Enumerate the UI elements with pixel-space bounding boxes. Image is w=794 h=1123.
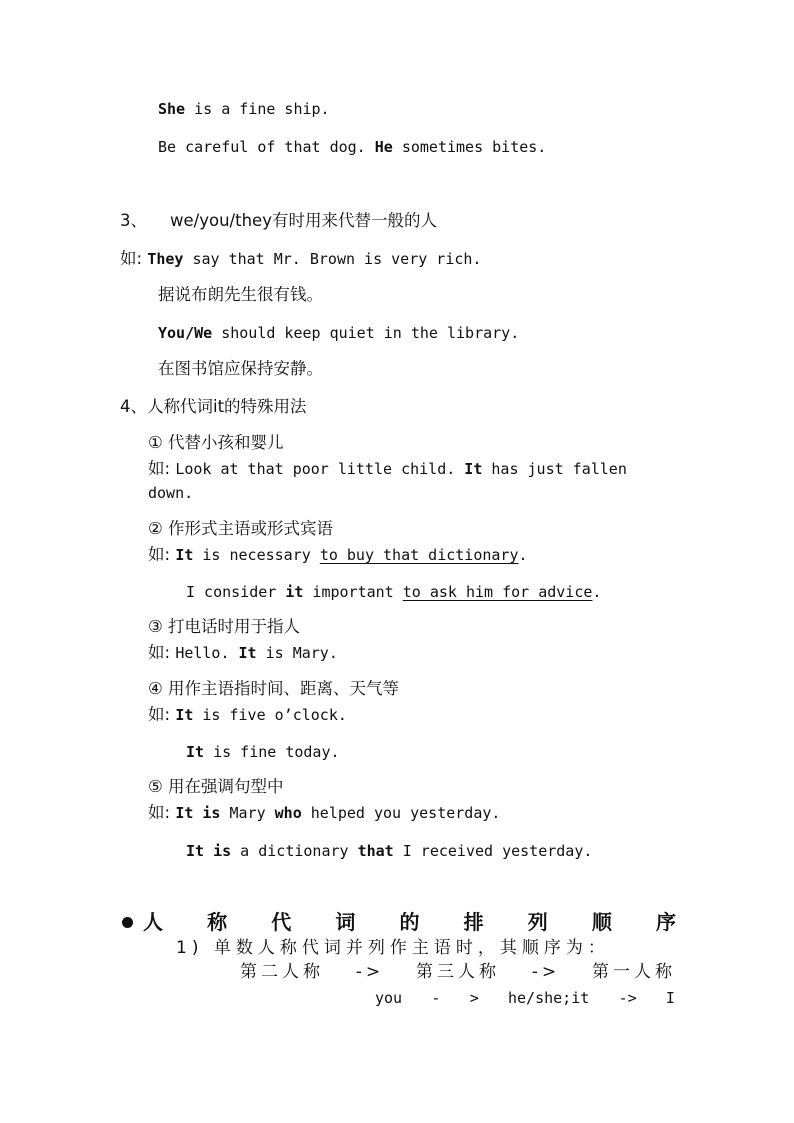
section-3-translation-2: 在图书馆应保持安静。 xyxy=(158,359,323,378)
example-dog-bites xyxy=(158,137,546,157)
pronoun-they: They xyxy=(147,250,184,268)
example-text: is five o’clock. xyxy=(193,706,347,724)
example-marker: 如: xyxy=(148,643,176,662)
pronoun-it: It xyxy=(175,546,194,564)
example-text: sometimes bites. xyxy=(392,138,547,156)
item-1-heading: ① 代替小孩和婴儿 xyxy=(148,433,284,452)
pronoun-it: It xyxy=(186,743,205,761)
order-rule-1-persons xyxy=(240,962,676,982)
section-3-example-1 xyxy=(120,249,481,269)
item-1-example-cont: down. xyxy=(148,484,194,502)
example-text: a dictionary xyxy=(231,842,358,860)
arrow: -> xyxy=(355,962,385,982)
example-text: say that Mr. Brown is very rich. xyxy=(183,250,482,268)
item-4-heading: ④ 用作主语指时间、距离、天气等 xyxy=(148,679,400,698)
person-label: 第二人称 xyxy=(240,962,324,982)
example-text: Hello. xyxy=(175,644,239,662)
item-4-example-1 xyxy=(148,705,347,725)
example-text: is Mary. xyxy=(256,644,338,662)
arrow: > xyxy=(469,989,479,1007)
title-char: 词 xyxy=(335,910,356,934)
example-text: has just fallen xyxy=(482,460,627,478)
example-text: . xyxy=(518,546,528,564)
item-2-heading: ② 作形式主语或形式宾语 xyxy=(148,519,334,538)
example-text: . xyxy=(592,583,602,601)
arrow: - xyxy=(431,989,441,1007)
pronoun: you xyxy=(375,989,403,1007)
section-3-example-2 xyxy=(158,323,519,343)
arrow: -> xyxy=(618,989,637,1007)
emphatic-it-is: It is xyxy=(175,804,221,822)
order-title xyxy=(143,912,676,932)
section-4-heading: 4、人称代词it的特殊用法 xyxy=(120,397,307,416)
example-text: is necessary xyxy=(193,546,320,564)
title-char: 代 xyxy=(271,910,292,934)
item-4-example-2 xyxy=(186,742,340,762)
emphatic-it-is: It is xyxy=(186,842,232,860)
example-text: Be careful of that dog. xyxy=(158,138,375,156)
pronoun: I xyxy=(665,989,675,1007)
pronoun: he/she;it xyxy=(508,989,590,1007)
title-char: 序 xyxy=(656,910,676,934)
example-marker: 如: xyxy=(148,705,176,724)
example-marker: 如: xyxy=(120,249,148,268)
example-text: Look at that poor little child. xyxy=(175,460,465,478)
pronoun-he: He xyxy=(374,138,393,156)
person-label: 第一人称 xyxy=(591,962,676,982)
item-5-heading: ⑤ 用在强调句型中 xyxy=(148,777,284,796)
pronoun-she: She xyxy=(158,100,186,118)
example-she-ship xyxy=(158,99,330,119)
title-char: 排 xyxy=(463,910,484,934)
order-rule-1: 1) 单数人称代词并列作主语时，其顺序为： xyxy=(176,938,610,958)
section-title: we/you/they有时用来代替一般的人 xyxy=(170,211,437,230)
example-text: Mary xyxy=(220,804,275,822)
person-label: 第三人称 xyxy=(415,962,500,982)
item-5-example-2 xyxy=(186,841,592,861)
item-2-example-2 xyxy=(186,582,601,602)
item-1-example xyxy=(148,459,627,479)
underlined-phrase: to ask him for advice xyxy=(402,583,593,601)
example-text: I received yesterday. xyxy=(393,842,593,860)
item-2-example-1 xyxy=(148,545,528,565)
title-char: 人 xyxy=(143,910,163,934)
title-char: 顺 xyxy=(591,910,612,934)
emphatic-who: who xyxy=(274,804,302,822)
item-3-example xyxy=(148,643,338,663)
example-text: is fine today. xyxy=(204,743,340,761)
title-char: 列 xyxy=(527,910,548,934)
example-text: helped you yesterday. xyxy=(301,804,501,822)
section-number: 3、 xyxy=(120,211,147,230)
item-3-heading: ③ 打电话时用于指人 xyxy=(148,617,301,636)
arrow: -> xyxy=(531,962,561,982)
example-marker: 如: xyxy=(148,459,176,478)
pronoun-it: It xyxy=(175,706,194,724)
example-marker: 如: xyxy=(148,803,176,822)
item-5-example-1 xyxy=(148,803,500,823)
section-3-heading xyxy=(120,211,437,231)
pronoun-you-we: You/We xyxy=(158,324,213,342)
section-3-translation-1: 据说布朗先生很有钱。 xyxy=(158,285,323,304)
example-text: is a fine ship. xyxy=(185,100,330,118)
bullet-icon xyxy=(122,917,133,928)
title-char: 的 xyxy=(399,910,420,934)
pronoun-it: It xyxy=(238,644,257,662)
example-text: important xyxy=(303,583,403,601)
underlined-phrase: to buy that dictionary xyxy=(319,546,519,564)
emphatic-that: that xyxy=(357,842,394,860)
pronoun-it: It xyxy=(464,460,483,478)
pronoun-it: it xyxy=(285,583,304,601)
order-rule-1-pronouns xyxy=(375,988,675,1008)
example-marker: 如: xyxy=(148,545,176,564)
example-text: should keep quiet in the library. xyxy=(212,324,520,342)
title-char: 称 xyxy=(207,910,228,934)
example-text: I consider xyxy=(186,583,286,601)
